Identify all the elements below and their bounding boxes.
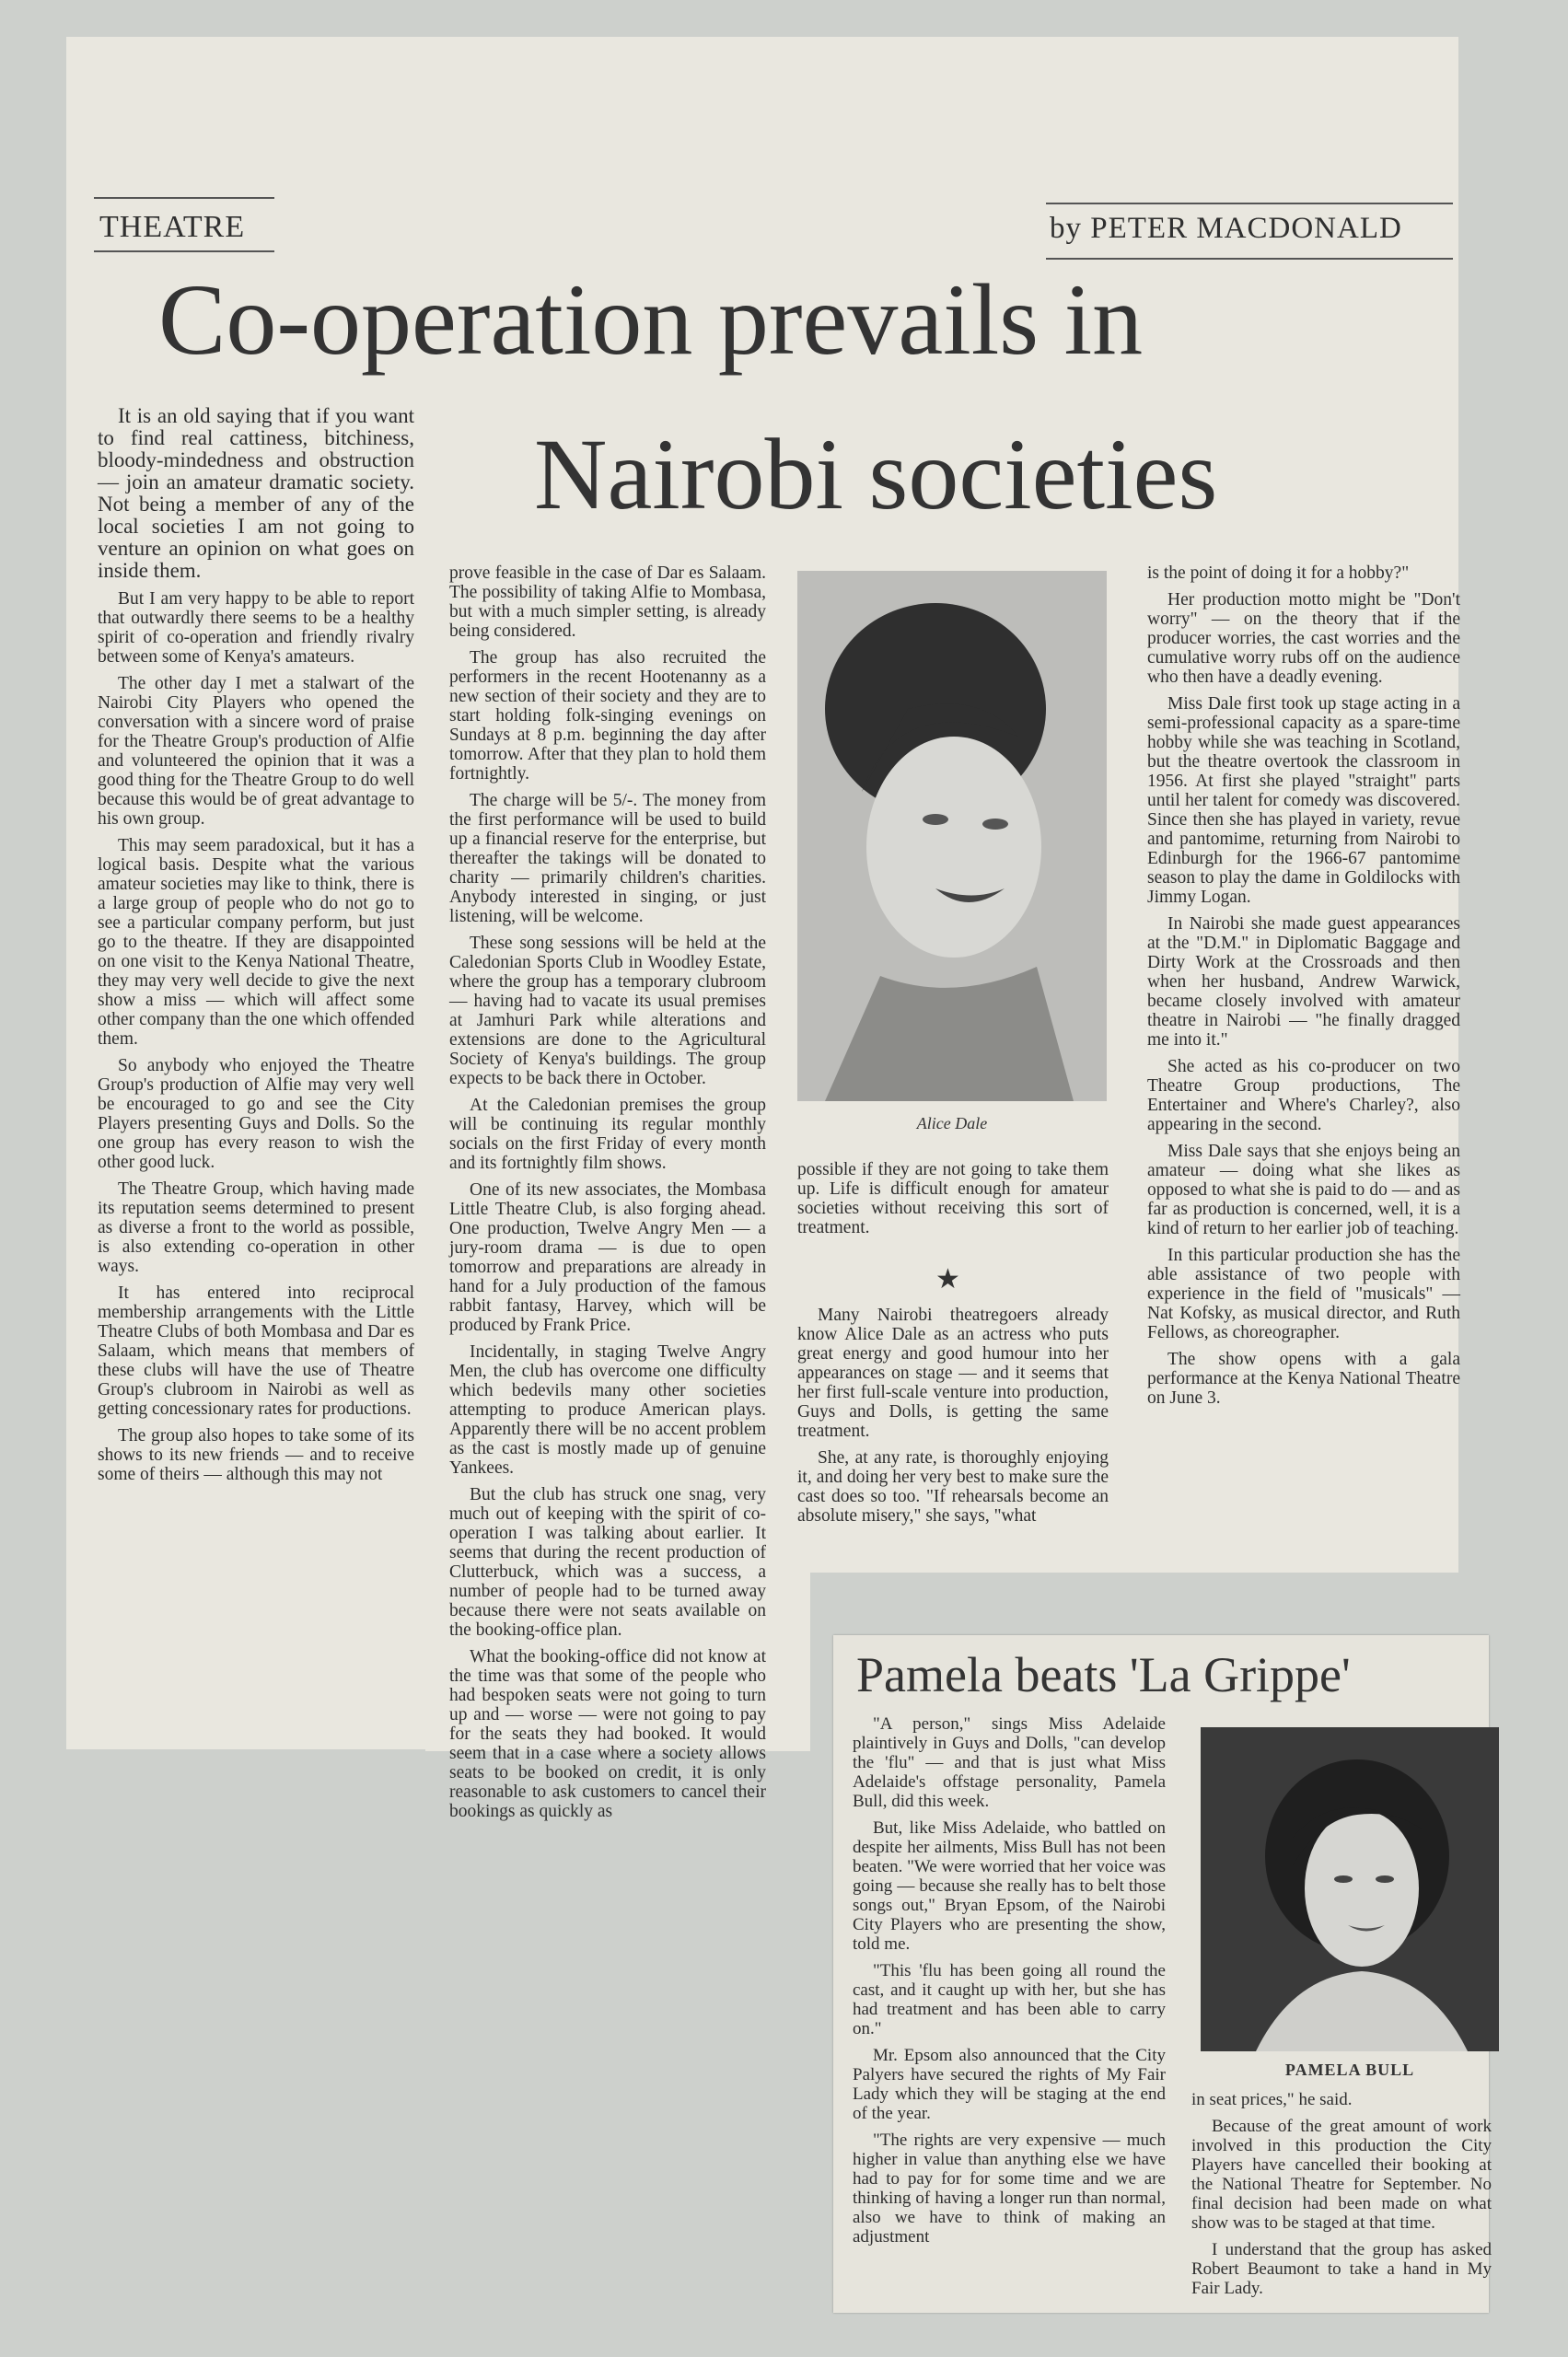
paragraph: In this particular production she has the able assistance of two people with experience in the field of "musicals" — Nat Kofsky, as musical director, and Ruth Fellows, as choreographer. xyxy=(1147,1246,1460,1342)
paragraph: Her production motto might be "Don't worry" — on the theory that if the producer worries, the cast worries and the cumulative worry rubs off on the audience who then have a deadly evening. xyxy=(1147,590,1460,687)
column-4 xyxy=(1147,563,1460,1415)
paragraph: She, at any rate, is thoroughly enjoying it, and doing her very best to make sure the cast does so too. "If rehearsals become an absolute misery," she says, "what xyxy=(797,1448,1109,1526)
portrait-image-small xyxy=(1201,1727,1499,2051)
clipping-cutout-left xyxy=(66,1749,425,2357)
star-divider: ★ xyxy=(935,1264,960,1295)
paragraph: prove feasible in the case of Dar es Salaam. The possibility of taking Alfie to Mombasa, but with a much simpler setting, is already being considered. xyxy=(449,563,766,641)
paragraph: I understand that the group has asked Robert Beaumont to take a hand in My Fair Lady. xyxy=(1191,2240,1492,2298)
byline-rule-top xyxy=(1046,203,1453,204)
paragraph: Mr. Epsom also announced that the City Palyers have secured the rights of My Fair Lady which they will be staging at the end of the year. xyxy=(853,2046,1166,2123)
paragraph: Many Nairobi theatregoers already know Alice Dale as an actress who puts great energy and good humour into her appearances on stage — and it seems that her first full-scale venture into production, Guys and Dolls, is getting the same treatment. xyxy=(797,1306,1109,1441)
paragraph: At the Caledonian premises the group will be continuing its regular monthly socials on the first Friday of every month and its fortnightly film shows. xyxy=(449,1096,766,1173)
paragraph: "A person," sings Miss Adelaide plaintively in Guys and Dolls, "can develop the 'flu" — and that is just what Miss Adelaide's offstage personality, Pamela Bull, did this week. xyxy=(853,1714,1166,1811)
small-column-2 xyxy=(1191,2090,1492,2305)
paragraph: possible if they are not going to take them up. Life is difficult enough for amateur societies without receiving this sort of treatment. xyxy=(797,1160,1109,1237)
paragraph: These song sessions will be held at the Caledonian Sports Club in Woodley Estate, where the group has a temporary clubroom — having had to vacate its usual premises at Jamhuri Park while alterations and extensions are done to the Agricultural Society of Kenya's buildings. The group expects to be back there in October. xyxy=(449,934,766,1088)
photo-caption: Alice Dale xyxy=(916,1114,988,1132)
lede-paragraph: It is an old saying that if you want to find real cattiness, bitchiness, bloody-mindedness and obstruction — join an amateur dramatic society. Not being a member of any of the local societies I am not going to venture an opinion on what goes on inside them. xyxy=(98,404,414,582)
column-3-continued xyxy=(797,1306,1109,1533)
column-2 xyxy=(449,563,766,1829)
column-3 xyxy=(797,1160,1109,1245)
paragraph: What the booking-office did not know at the time was that some of the people who had bespoken seats were not going to turn up and — worse — were not going to pay for the seats they had booked. It would seem that in a case where a society allows seats to be booked on credit, it is only reasonable to ask customers to cancel their bookings as quickly as xyxy=(449,1647,766,1821)
small-photo-caption: PAMELA BULL xyxy=(1284,2061,1415,2079)
paragraph: The charge will be 5/-. The money from the first performance will be used to build up a financial reserve for the enterprise, but thereafter the takings will be donated to charity — primarily children's charities. Anybody interested in singing, or just listening, will be welcome. xyxy=(449,791,766,926)
paragraph: The show opens with a gala performance at the Kenya National Theatre on June 3. xyxy=(1147,1350,1460,1408)
section-rule-top xyxy=(94,197,274,199)
paragraph: Because of the great amount of work involved in this production the City Players have cancelled their booking at the National Theatre for September. No final decision had been made on what show was to be staged at that time. xyxy=(1191,2117,1492,2233)
paragraph: in seat prices," he said. xyxy=(1191,2090,1353,2109)
byline: by PETER MACDONALD xyxy=(1050,212,1402,245)
paragraph: Miss Dale first took up stage acting in a semi-professional capacity as a spare-time hobby while she was teaching in Scotland, but the theatre overtook the classroom in 1956. At first she played "straight" parts until her talent for comedy was discovered. Since then she has played in variety, revue and pantomime, returning from Nairobi to Edinburgh for the 1966-67 pantomime season to play the dame in Goldilocks with Jimmy Logan. xyxy=(1147,694,1460,907)
paragraph: is the point of doing it for a hobby?" xyxy=(1147,563,1410,583)
paragraph: Incidentally, in staging Twelve Angry Men, the club has overcome one difficulty which bedevils many other societies attempting to produce American plays. Apparently there will be no accent problem as the cast is mostly made up of genuine Yankees. xyxy=(449,1342,766,1478)
pamela-bull-photo xyxy=(1201,1727,1499,2051)
paragraph: But I am very happy to be able to report that outwardly there seems to be a healthy spirit of co-operation and friendly rivalry between some of Kenya's amateurs. xyxy=(98,589,414,667)
paragraph: But the club has struck one snag, very much out of keeping with the spirit of co-operation I was talking about earlier. It seems that during the recent production of Clutterbuck, which was a success, a number of people had to be turned away because there were not seats available on the booking-office plan. xyxy=(449,1485,766,1640)
alice-dale-photo xyxy=(797,571,1107,1101)
small-column-1 xyxy=(853,1714,1166,2254)
headline-line-2: Nairobi societies xyxy=(534,418,1218,530)
paragraph: "The rights are very expensive — much higher in value than anything else we have had to pay for for some time and we are thinking of having a longer run than normal, also we have to think of making an adjustment xyxy=(853,2131,1166,2247)
paragraph: In Nairobi she made guest appearances at the "D.M." in Diplomatic Baggage and Dirty Work at the Crossroads and then when her husband, Andrew Warwick, became closely involved with amateur theatre in Nairobi — "he finally dragged me into it." xyxy=(1147,914,1460,1050)
paragraph: The group has also recruited the performers in the recent Hootenanny as a new section of their society and they are to start holding folk-singing evenings on Sundays at 8 p.m. beginning the day after tomorrow. After that they plan to hold them fortnightly. xyxy=(449,648,766,784)
paragraph: So anybody who enjoyed the Theatre Group's production of Alfie may very well be encouraged to go and see the City Players presenting Guys and Dolls. So the one group has every reason to wish the other good luck. xyxy=(98,1056,414,1172)
paragraph: But, like Miss Adelaide, who battled on despite her ailments, Miss Bull has not been beaten. "We were worried that her voice was going — because she really has to belt those songs out," Bryan Epsom, of the Nairobi City Players who are presenting the show, told me. xyxy=(853,1818,1166,1954)
paragraph: Miss Dale says that she enjoys being an amateur — doing what she likes as opposed to what she is paid to do — and as far as production is concerned, well, it is a kind of return to her earlier job of teaching. xyxy=(1147,1142,1460,1238)
paragraph: It has entered into reciprocal membership arrangements with the Little Theatre Clubs of both Mombasa and Dar es Salaam, which means that members of these clubs will have the use of Theatre Group's clubroom in Nairobi as well as getting concessionary rates for productions. xyxy=(98,1283,414,1419)
portrait-image xyxy=(797,571,1107,1101)
paragraph: She acted as his co-producer on two Theatre Group productions, The Entertainer and Where's Charley?, also appearing in the second. xyxy=(1147,1057,1460,1134)
paragraph: This may seem paradoxical, but it has a logical basis. Despite what the various amateur societies may like to think, there is a large group of people who do not go to see a particular company perform, but just go to the theatre. If they are disappointed on one visit to the Kenya National Theatre, they may very well decide to give the next show a miss — which will affect some other company than the one which offended them. xyxy=(98,836,414,1049)
paragraph: One of its new associates, the Mombasa Little Theatre Club, is also forging ahead. One production, Twelve Angry Men — a jury-room drama — is due to open tomorrow and preparations are already in hand for a July production of the famous rabbit fantasy, Harvey, which will be produced by Frank Price. xyxy=(449,1180,766,1335)
paragraph: The other day I met a stalwart of the Nairobi City Players who opened the conversation with a sincere word of praise for the Theatre Group's production of Alfie and volunteered the opinion that it was a good thing for the Theatre Group to do well because this would be of great advantage to his own group. xyxy=(98,674,414,829)
small-headline: Pamela beats 'La Grippe' xyxy=(856,1647,1351,1702)
section-label: THEATRE xyxy=(99,210,246,244)
paragraph: The group also hopes to take some of its shows to its new friends — and to receive some of theirs — although this may not xyxy=(98,1426,414,1484)
headline-line-1: Co-operation prevails in xyxy=(158,263,1144,376)
paragraph: The Theatre Group, which having made its reputation seems determined to present as diverse a front to the world as possible, is also extending co-operation in other ways. xyxy=(98,1179,414,1276)
column-1 xyxy=(98,405,414,1492)
paragraph: "This 'flu has been going all round the cast, and it caught up with her, but she has had treatment and has been able to carry on." xyxy=(853,1961,1166,2038)
byline-rule-bottom xyxy=(1046,258,1453,260)
section-rule-bottom xyxy=(94,250,274,252)
